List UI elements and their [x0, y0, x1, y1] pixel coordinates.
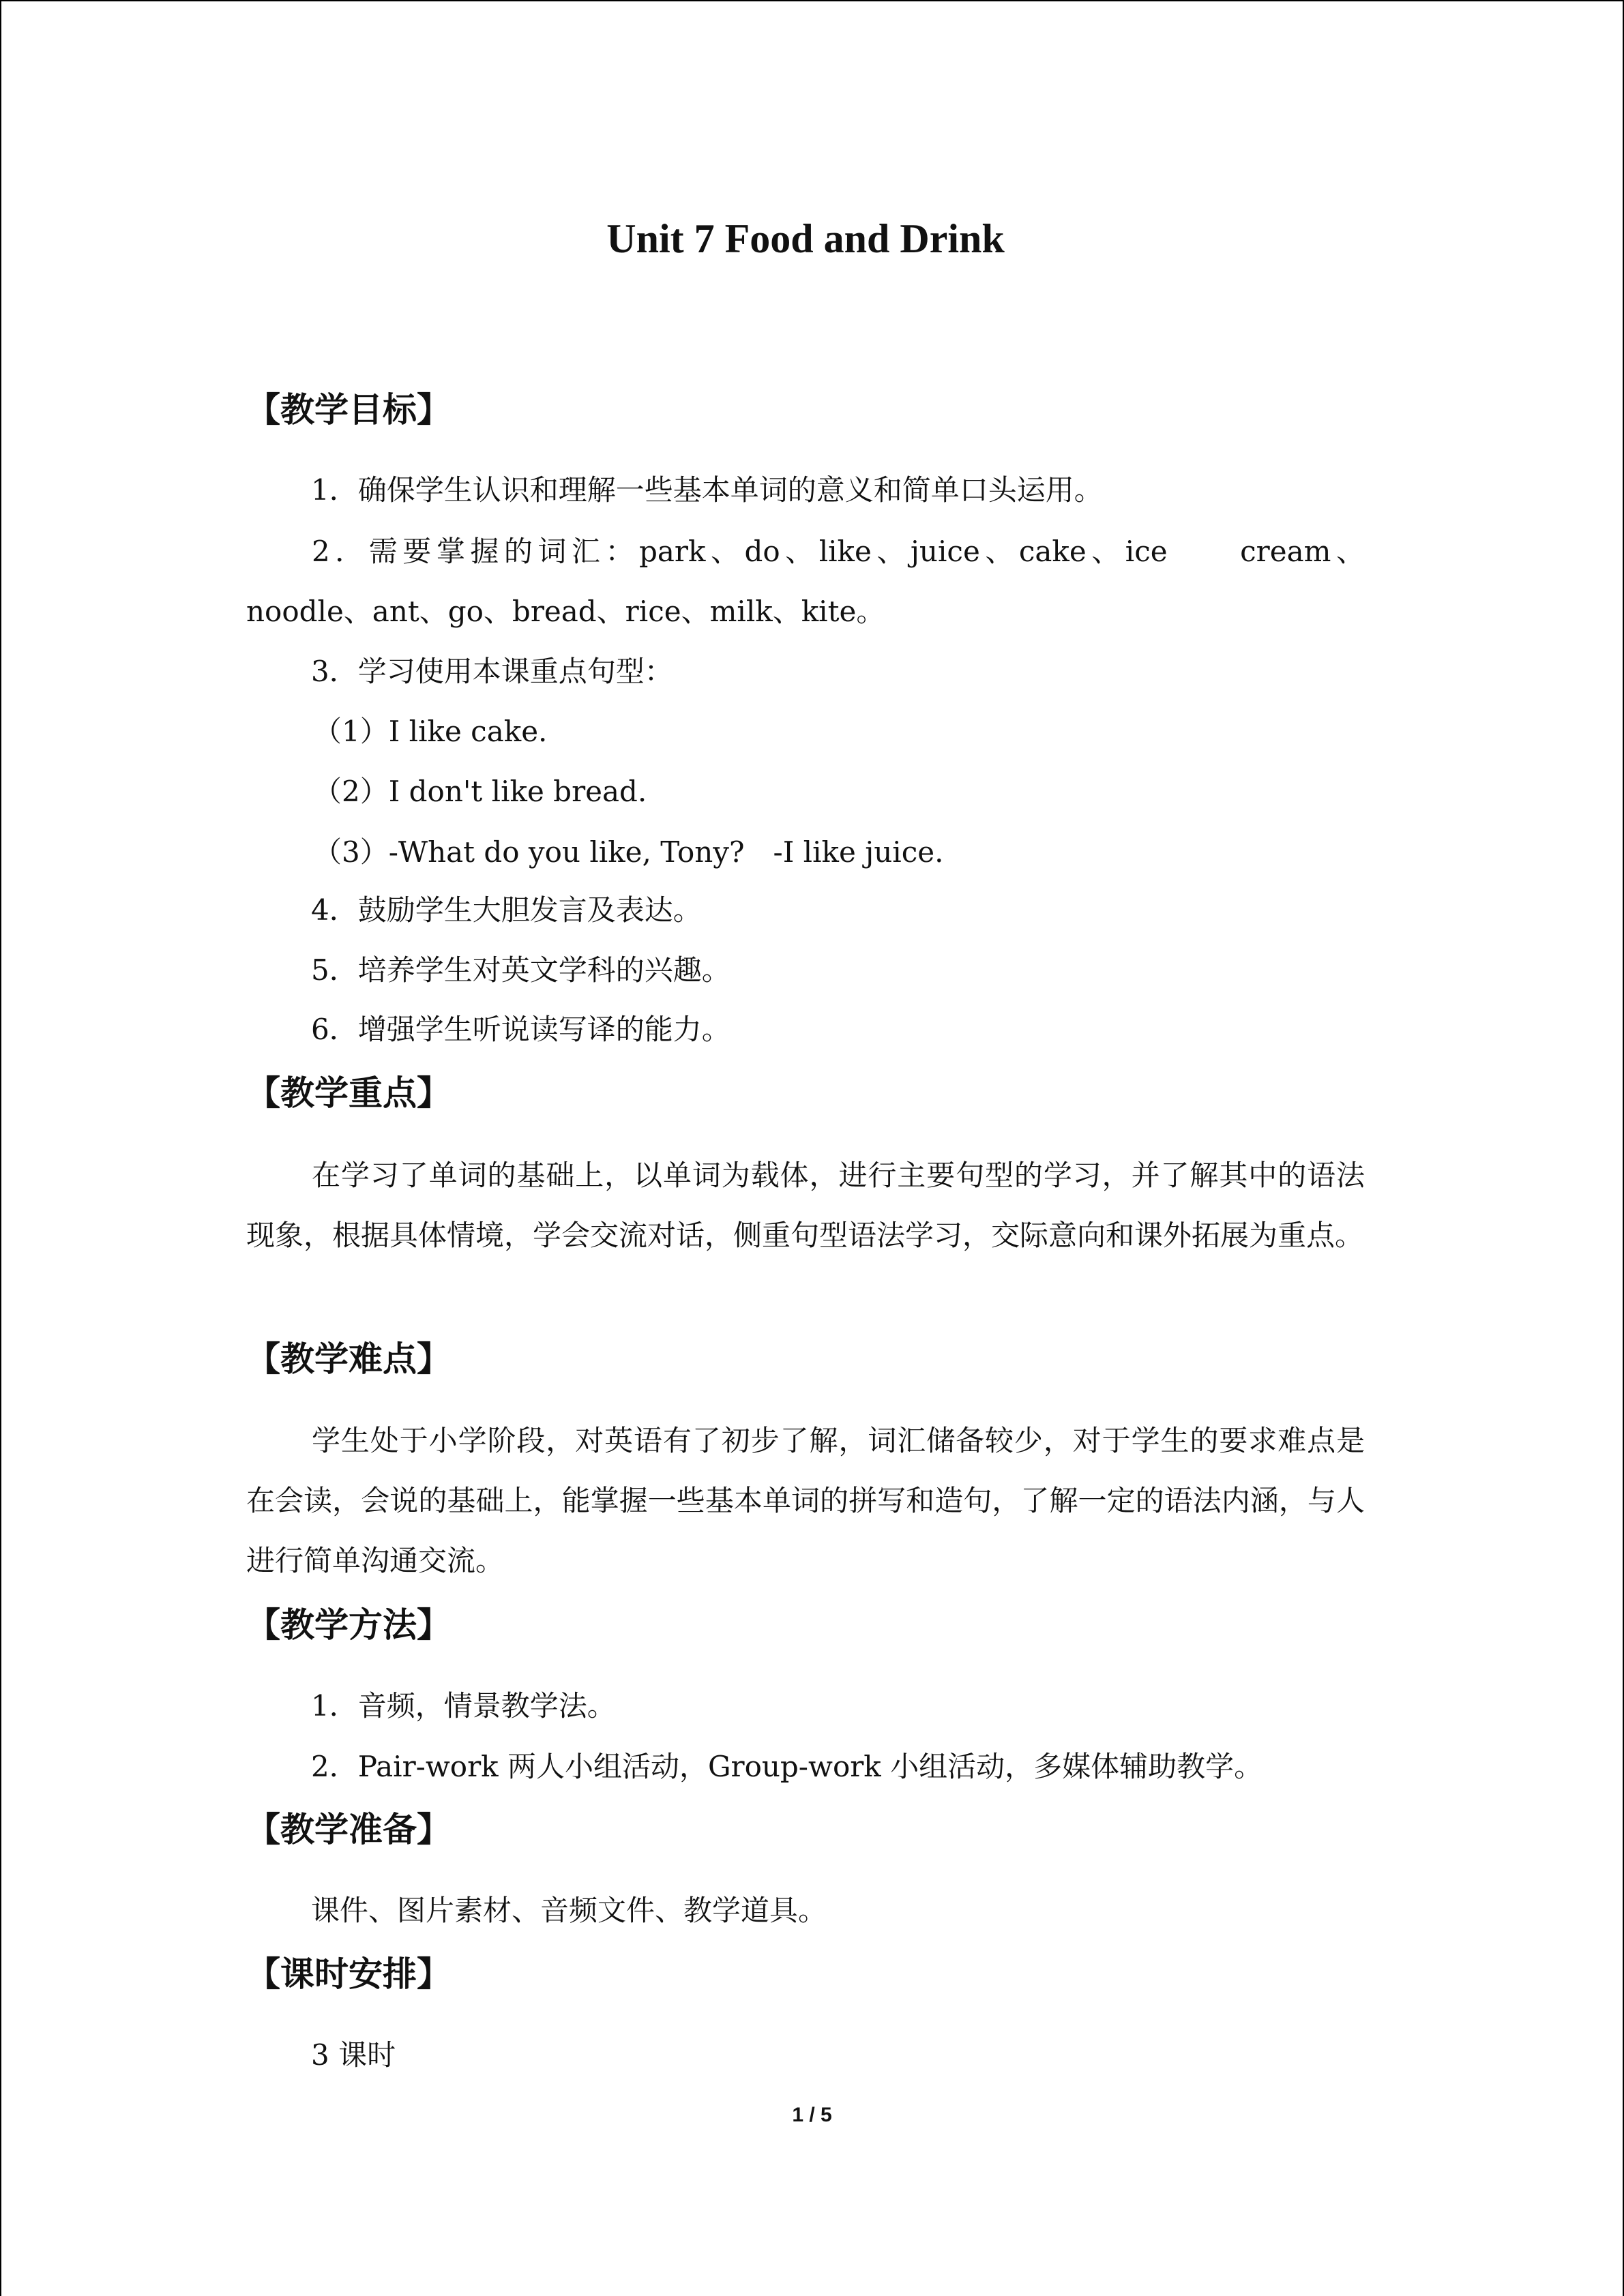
sentence-pattern-1: （1）I like cake.	[313, 715, 548, 748]
objective-item-4: 4．鼓励学生大胆发言及表达。	[311, 893, 702, 927]
objective-item-3: 3．学习使用本课重点句型：	[311, 655, 673, 688]
objective-item-2-vocabulary: 2．需要掌握的词汇：park、do、like、juice、cake、ice cream、noodle、ant、go、bread、rice、milk、kite。	[246, 535, 1365, 628]
heading-preparation: 【教学准备】	[246, 1810, 451, 1849]
heading-methods: 【教学方法】	[246, 1605, 451, 1645]
objective-item-1: 1．确保学生认识和理解一些基本单词的意义和简单口头运用。	[311, 473, 1103, 507]
difficulties-paragraph: 学生处于小学阶段，对英语有了初步了解，词汇储备较少，对于学生的要求难点是在会读，会说的基础上，能掌握一些基本单词的拼写和造句，了解一定的语法内涵，与人进行简单沟通交流。	[246, 1424, 1365, 1577]
key-points-paragraph: 在学习了单词的基础上，以单词为载体，进行主要句型的学习，并了解其中的语法现象，根据具体情境，学会交流对话，侧重句型语法学习，交际意向和课外拓展为重点。	[246, 1159, 1365, 1252]
objective-item-6: 6．增强学生听说读写译的能力。	[311, 1013, 730, 1046]
heading-schedule: 【课时安排】	[246, 1954, 451, 1994]
objective-item-5: 5．培养学生对英文学科的兴趣。	[311, 953, 730, 987]
document-title: Unit 7 Food and Drink	[606, 216, 1005, 261]
sentence-pattern-3: （3）-What do you like, Tony? -I like juice.	[313, 835, 944, 869]
schedule-text: 3 课时	[311, 2038, 396, 2072]
method-item-2: 2．Pair-work 两人小组活动，Group-work 小组活动，多媒体辅助教学。	[311, 1750, 1263, 1783]
heading-difficulties: 【教学难点】	[246, 1339, 451, 1379]
preparation-text: 课件、图片素材、音频文件、教学道具。	[311, 1894, 827, 1927]
sentence-pattern-2: （2）I don't like bread.	[313, 775, 647, 808]
method-item-1: 1．音频，情景教学法。	[311, 1689, 616, 1723]
heading-key-points: 【教学重点】	[246, 1073, 451, 1113]
page-number: 1 / 5	[792, 2104, 832, 2126]
heading-objectives: 【教学目标】	[246, 390, 451, 430]
